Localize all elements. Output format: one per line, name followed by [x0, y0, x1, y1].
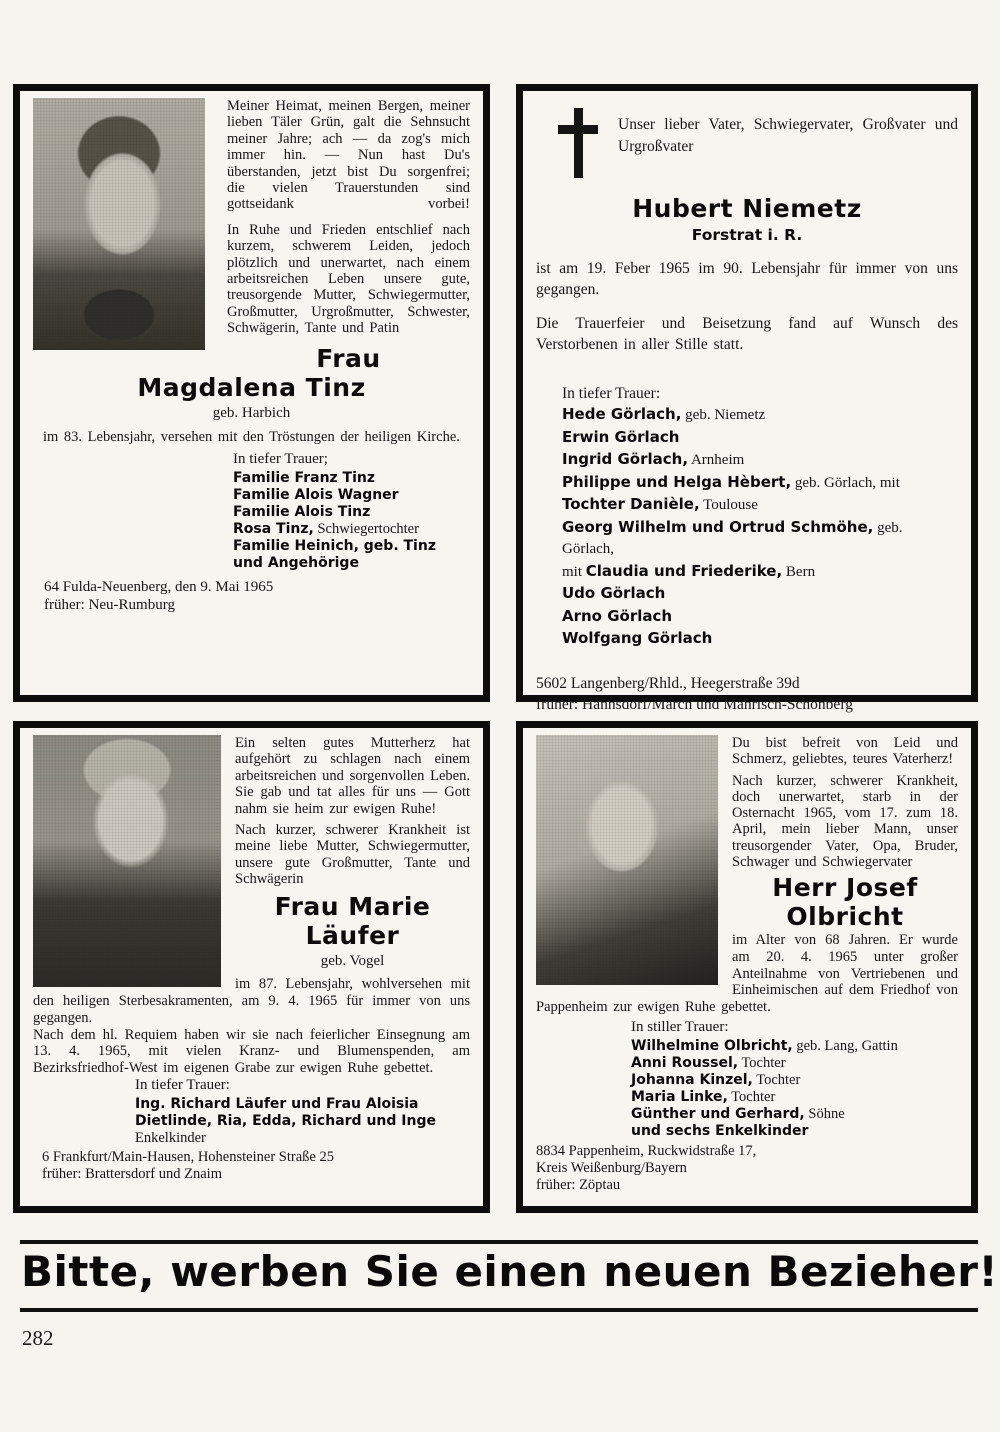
obituary-content-laeufer [20, 728, 483, 1206]
deceased-honorific: Frau [316, 343, 381, 373]
death-details: im 83. Lebensjahr, versehen mit den Tröstungen der heiligen Kirche. [43, 428, 460, 445]
portrait-photo-marie-laeufer [33, 735, 221, 987]
photo-column [536, 735, 732, 997]
mourning-label: In stiller Trauer: [631, 1019, 729, 1036]
mourner-line: Familie Alois Wagner [233, 487, 399, 504]
mourner-line: Philippe und Helga Hèbert, geb. Görlach, mit [562, 472, 900, 491]
obituary-content-niemetz [523, 91, 971, 713]
mourner-line: Maria Linke, Tochter [631, 1089, 776, 1106]
portrait-photo-magdalena-tinz [33, 98, 205, 350]
death-details: im Alter von 68 Jahren. Er wurde am 20. 4. 1965 unter großer Anteilnahme von Vertriebenen und Einheimischen auf dem Friedhof von Pappenheim zur ewigen Ruhe gebettet. [536, 932, 958, 1016]
deceased-name: Frau Marie Läufer [274, 891, 431, 950]
mourner-line: Anni Roussel, Tochter [631, 1055, 786, 1072]
mourner-line: Erwin Görlach [562, 427, 680, 446]
obituary-box-niemetz [516, 84, 978, 713]
portrait-photo-josef-olbricht [536, 735, 718, 985]
obituary-intro: In Ruhe und Frieden entschlief nach kurzem, schwerem Leiden, jedoch plötzlich und unerwartet, nach einem arbeitsreichen Leben unsere gute, treusorgende Mutter, Schwiegermutter, Großmutter, Urgroßmutter, Schwester, Schwägerin, Tante und Patin [227, 221, 470, 337]
mourner-list [536, 404, 958, 651]
death-details: im 87. Lebensjahr, wohlversehen mit den heiligen Sterbesakramenten, am 9. 4. 1965 für immer von uns gegangen. [33, 975, 470, 1026]
deceased-name: Hubert Niemetz [632, 194, 862, 223]
banner-rule-top [20, 1240, 978, 1244]
address-block [536, 673, 958, 715]
mourning-label: In tiefer Trauer; [233, 451, 328, 468]
deceased-name: Herr Josef Olbricht [772, 873, 918, 932]
mourner-line: Johanna Kinzel, Tochter [631, 1072, 801, 1089]
subscription-banner: Bitte, werben Sie einen neuen Bezieher! [21, 1247, 999, 1296]
deceased-title-block [536, 194, 958, 245]
mourning-label: In tiefer Trauer: [562, 385, 661, 402]
address-line-2: Kreis Weißenburg/Bayern [536, 1159, 687, 1176]
deceased-rank: Forstrat i. R. [691, 226, 803, 244]
page-number: 282 [22, 1326, 54, 1350]
address-line-1: 64 Fulda-Neuenberg, den 9. Mai 1965 [44, 579, 274, 596]
mourner-line: Rosa Tinz, Schwiegertochter [233, 521, 419, 538]
funeral-notice: Nach dem hl. Requiem haben wir sie nach feierlicher Einsegnung am 13. 4. 1965, mit vielen Kranz- und Blumenspenden, am Bezirksfriedhof-West im eigenen Grabe zur ewigen Ruhe gebettet. [33, 1026, 470, 1077]
mourner-list [233, 470, 470, 572]
address-line-2: früher: Hannsdorf/March und Mährisch-Schönberg [536, 695, 853, 713]
obituary-box-olbricht [516, 721, 978, 1213]
mourner-line: Dietlinde, Ria, Edda, Richard und Inge [135, 1113, 436, 1130]
obituary-box-laeufer [13, 721, 490, 1213]
mourner-line: Georg Wilhelm und Ortrud Schmöhe, geb. Görlach, [562, 517, 903, 557]
mourner-line: Tochter Danièle, Toulouse [562, 495, 758, 513]
memorial-verse: Meiner Heimat, meinen Bergen, meiner lieben Täler Grün, galt die Sehnsucht meiner Jahre; ach — da zog's mich immer hin. — Nun hast Du's überstanden, jetzt bist Du sorgenfrei; die vielen Trauerstunden sind gottseidank vorbei! [227, 98, 470, 213]
address-line-1: 5602 Langenberg/Rhld., Heegerstraße 39d [536, 674, 800, 692]
mourner-line: Wolfgang Görlach [562, 629, 713, 647]
cross-icon [558, 108, 598, 178]
mourner-line: Wilhelmine Olbricht, geb. Lang, Gattin [631, 1038, 898, 1055]
dedication-text: Unser lieber Vater, Schwiegervater, Großvater und Urgroßvater [618, 116, 958, 155]
deceased-name: Magdalena Tinz [137, 372, 366, 402]
obituary-content-tinz [20, 91, 483, 695]
birth-name: geb. Harbich [212, 404, 291, 421]
address-block [536, 1143, 958, 1193]
mourner-line: Familie Alois Tinz [233, 504, 371, 521]
mourner-line: Familie Franz Tinz [233, 470, 376, 487]
obituary-intro: Nach kurzer, schwerer Krankheit ist meine liebe Mutter, Schwiegermutter, unsere gute Großmutter, Tante und Schwägerin [235, 822, 470, 888]
mourner-list [631, 1038, 958, 1140]
memorial-verse: Du bist befreit von Leid und Schmerz, geliebtes, teures Vaterherz! [732, 735, 958, 768]
mourner-line: Arno Görlach [562, 606, 673, 625]
address-block [42, 1149, 470, 1183]
mourner-line: Enkelkinder [135, 1130, 206, 1147]
banner-rule-bottom [20, 1308, 978, 1312]
dedication-row [544, 106, 958, 178]
mourning-label: In tiefer Trauer: [135, 1077, 230, 1094]
obituary-box-tinz [13, 84, 490, 702]
death-notice: ist am 19. Feber 1965 im 90. Lebensjahr für immer von uns gegangen. [536, 260, 958, 298]
address-line-1: 6 Frankfurt/Main-Hausen, Hohensteiner Straße 25 [42, 1149, 334, 1166]
mourner-line: Ing. Richard Läufer und Frau Aloisia [135, 1096, 419, 1113]
funeral-notice: Die Trauerfeier und Beisetzung fand auf Wunsch des Verstorbenen in aller Stille statt. [536, 315, 958, 353]
mourner-line: Günther und Gerhard, Söhne [631, 1106, 845, 1123]
mourner-line: Familie Heinich, geb. Tinz [233, 538, 436, 555]
address-line-1: 8834 Pappenheim, Ruckwidstraße 17, [536, 1143, 757, 1160]
obituary-content-olbricht [523, 728, 971, 1206]
mourner-line: mit Claudia und Friederike, Bern [562, 561, 816, 580]
photo-column [33, 735, 235, 987]
mourner-line: Ingrid Görlach, Arnheim [562, 450, 745, 468]
mourner-line: Udo Görlach [562, 584, 666, 602]
address-line-3: früher: Zöptau [536, 1176, 621, 1193]
birth-name: geb. Vogel [320, 952, 385, 969]
memorial-verse: Ein selten gutes Mutterherz hat aufgehört zu schlagen nach einem arbeitsreichen und sorgenvollen Leben. Sie gab und tat alles für uns — Gott nahm sie heim zur ewigen Ruhe! [235, 735, 470, 817]
mourner-line: Hede Görlach, geb. Niemetz [562, 405, 766, 423]
photo-column [33, 98, 227, 372]
obituary-intro: Nach kurzer, schwerer Krankheit, doch unerwartet, starb in der Osternacht 1965, vom 17. zum 18. April, mein lieber Mann, unser treusorgender Vater, Opa, Bruder, Schwager und Schwiegervater [732, 772, 958, 870]
address-block [44, 579, 470, 614]
mourner-line: und Angehörige [233, 555, 359, 572]
address-line-2: früher: Neu-Rumburg [44, 596, 175, 613]
mourner-list [135, 1096, 470, 1147]
mourner-line: und sechs Enkelkinder [631, 1123, 809, 1140]
address-line-2: früher: Brattersdorf und Znaim [42, 1165, 222, 1182]
